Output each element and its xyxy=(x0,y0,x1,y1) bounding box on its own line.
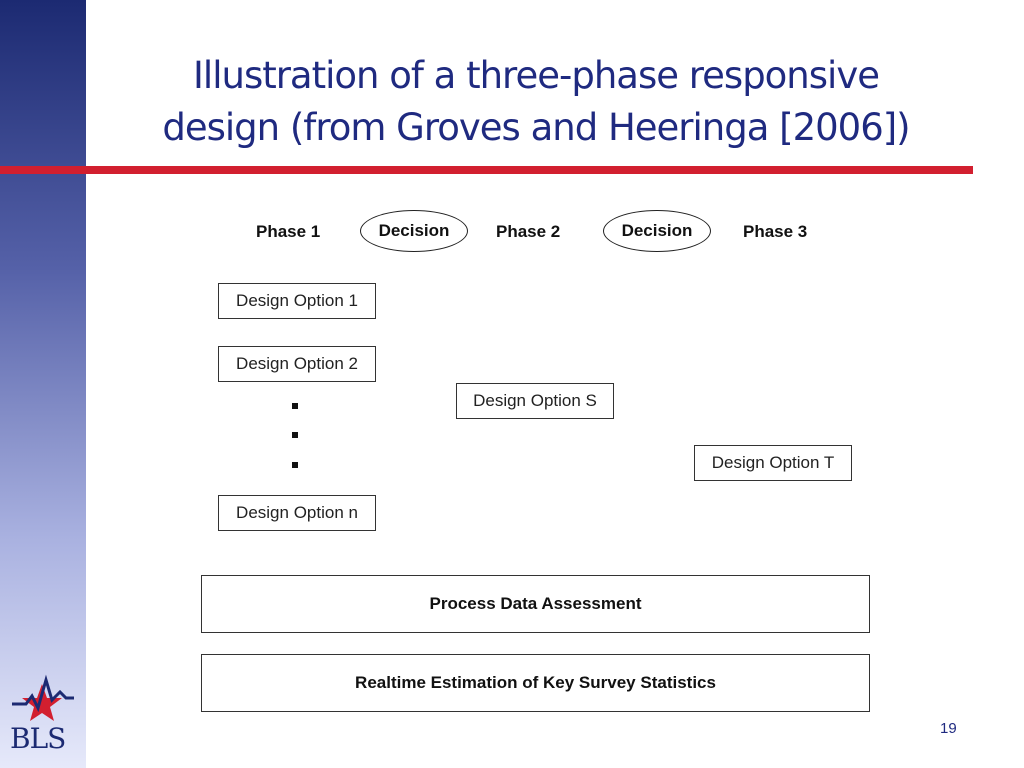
design-option-1-label: Design Option 1 xyxy=(236,291,358,310)
title-line-1: Illustration of a three-phase responsive xyxy=(193,54,879,97)
design-option-1-box xyxy=(218,283,376,319)
bls-logo-text: BLS xyxy=(10,722,66,755)
slide-title xyxy=(86,50,986,154)
phase-3-label: Phase 3 xyxy=(743,222,808,241)
design-option-t-label: Design Option T xyxy=(711,453,835,472)
design-option-s-label: Design Option S xyxy=(473,391,597,410)
design-option-2-label: Design Option 2 xyxy=(236,354,358,373)
design-option-2-box xyxy=(218,346,376,382)
process-data-assessment-label: Process Data Assessment xyxy=(429,594,642,613)
process-data-assessment-band xyxy=(201,575,870,633)
ellipsis-dot xyxy=(292,462,298,468)
sidebar-gradient xyxy=(0,0,86,768)
decision-1-ellipse xyxy=(360,210,468,252)
ellipsis-dot xyxy=(292,403,298,409)
design-option-n-label: Design Option n xyxy=(236,503,358,522)
realtime-estimation-label: Realtime Estimation of Key Survey Statistics xyxy=(355,673,716,692)
decision-1-label: Decision xyxy=(378,221,450,240)
decision-2-label: Decision xyxy=(621,221,693,240)
phase-1-label: Phase 1 xyxy=(256,222,321,241)
design-option-t-box xyxy=(694,445,852,481)
phase-2-label: Phase 2 xyxy=(496,222,561,241)
design-option-s-box xyxy=(456,383,614,419)
design-option-n-box xyxy=(218,495,376,531)
realtime-estimation-band xyxy=(201,654,870,712)
title-divider xyxy=(0,166,973,174)
page-number: 19 xyxy=(940,720,957,737)
title-line-2: design (from Groves and Heeringa [2006]) xyxy=(162,106,910,149)
decision-2-ellipse xyxy=(603,210,711,252)
ellipsis-dot xyxy=(292,432,298,438)
